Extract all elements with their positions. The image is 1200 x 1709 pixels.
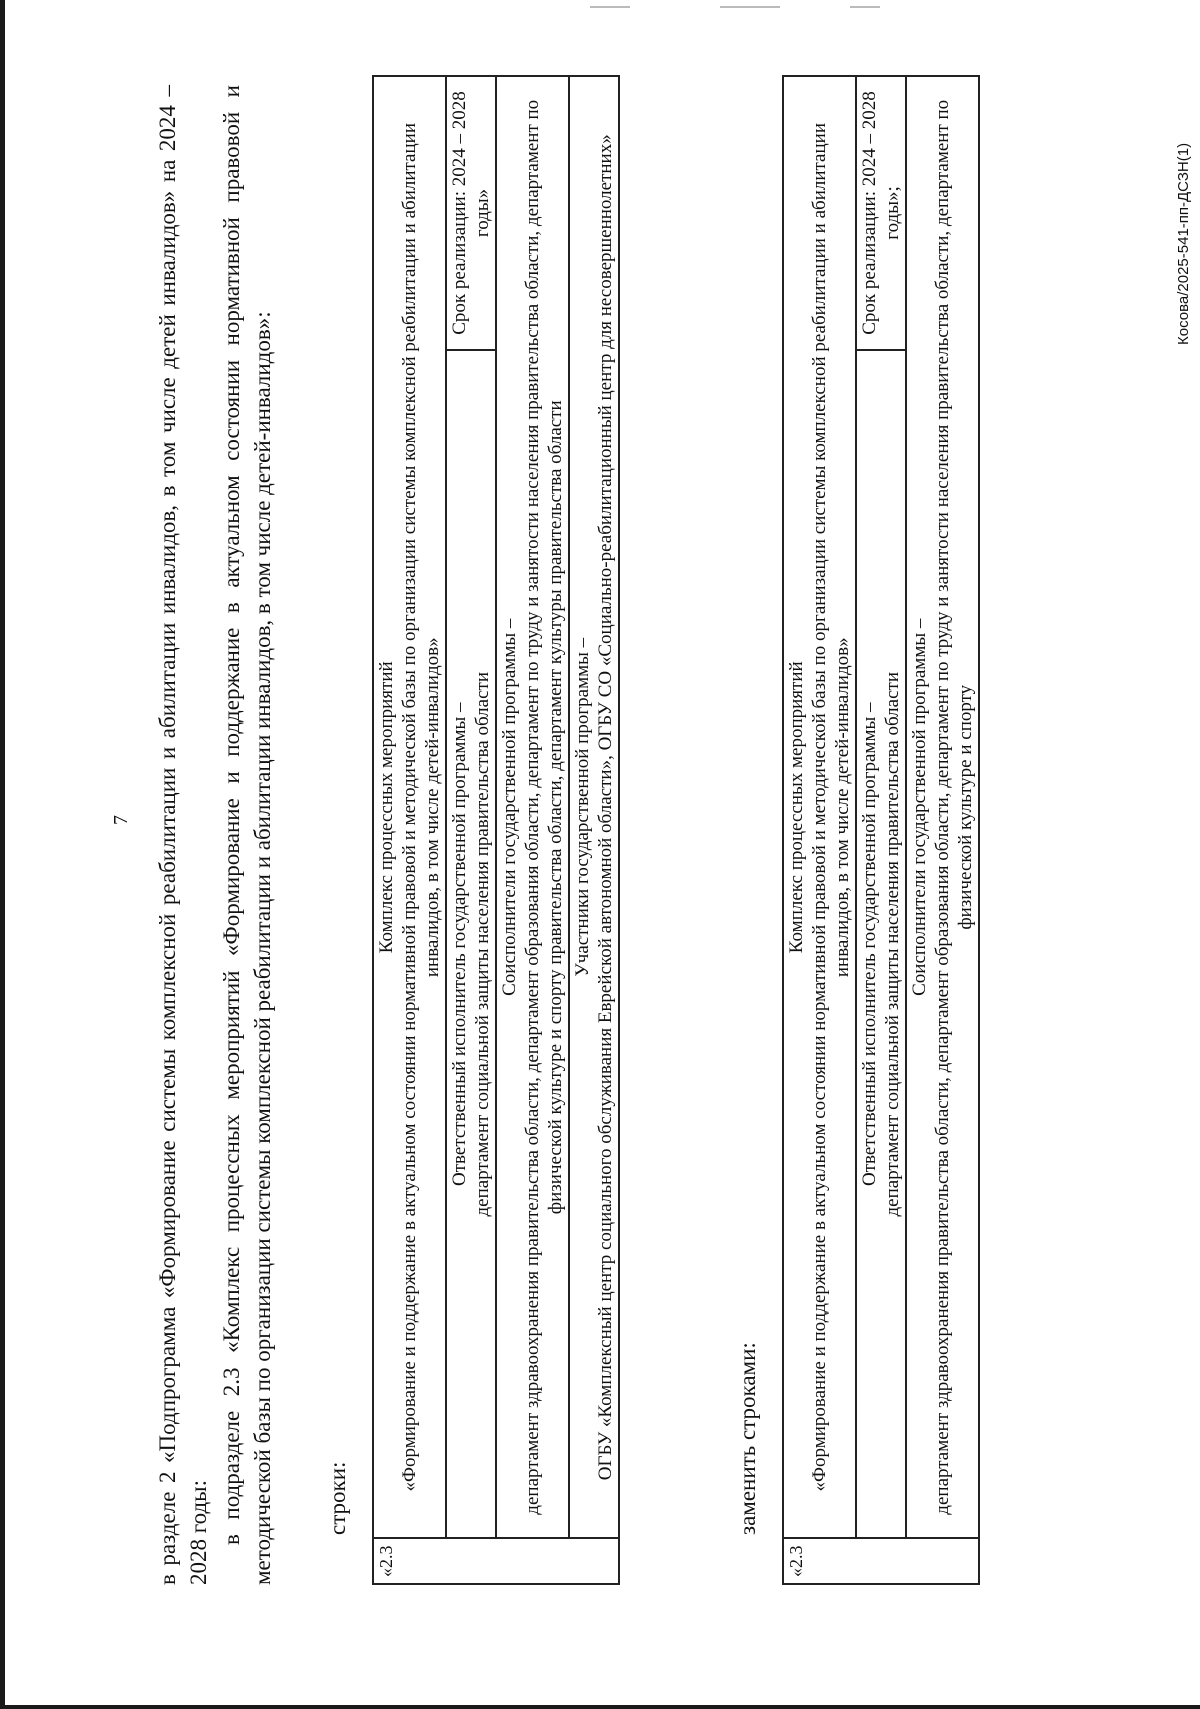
scan-mark: [720, 6, 780, 8]
responsible-cell: [446, 350, 496, 1539]
participants-title: Участники государственной программы –: [572, 637, 593, 977]
table-row: [783, 76, 856, 1584]
table-row: [906, 76, 979, 1584]
page-number: 7: [110, 815, 132, 825]
participants-cell: [569, 76, 619, 1539]
label-strings: строки:: [325, 1461, 350, 1535]
table-row: [856, 76, 906, 1584]
scan-mark: [850, 6, 880, 8]
table-row: [496, 76, 569, 1584]
label-replace: заменить строками:: [735, 1342, 760, 1535]
subsection-paragraph: в подразделе 2.3 «Комплекс процессных мероприятий «Формирование и поддержание в актуальном состоянии нормативной правовой и методической базы по организации системы комплексной реабилитации и абилитации инвалидов, в том числе детей-инвалидов»:: [219, 85, 275, 1585]
scan-edge-left: [0, 0, 5, 1709]
complex-title: Комплекс процессных мероприятий: [376, 661, 397, 954]
complex-title: Комплекс процессных мероприятий: [786, 661, 807, 954]
table-old: [372, 75, 620, 1585]
responsible-cell: [856, 350, 906, 1539]
coexecutors-title: Соисполнители государственной программы –: [909, 618, 930, 996]
table-new: [782, 75, 980, 1585]
responsible-body: департамент социальной защиты населения правительства области: [472, 672, 493, 1217]
row-number: «2.3: [783, 1539, 979, 1585]
term-cell: Срок реализации: 2024 – 2028 годы»: [446, 76, 496, 350]
participants-body: ОГБУ «Комплексный центр социального обслуживания Еврейской автономной области», ОГБУ СО «Социально-реабилитационный центр для несовершеннолетних»: [595, 134, 616, 1481]
scan-edge-bottom: [0, 1705, 1200, 1709]
intro-paragraph: в разделе 2 «Подпрограмма «Формирование системы комплексной реабилитации и абилитации инвалидов, в том числе детей инвалидов» на 2024 – 2028 годы:: [155, 85, 211, 1585]
coexecutors-cell: [906, 76, 979, 1539]
table-row: [446, 76, 496, 1584]
document-page: [70, 35, 1200, 1675]
complex-name: «Формирование и поддержание в актуальном состоянии нормативной правовой и методической базы по организации системы комплексной реабилитации и абилитации инвалидов, в том числе детей-инвалидов»: [809, 123, 853, 1492]
complex-cell: [373, 76, 446, 1539]
coexecutors-body: департамент здравоохранения правительства области, департамент образования области, департамент по труду и занятости населения правительства области, департамент по физической культуре и спорту: [932, 99, 976, 1515]
term-cell: Срок реализации: 2024 – 2028 годы»;: [856, 76, 906, 350]
row-number: «2.3: [373, 1539, 619, 1585]
table-row: [569, 76, 619, 1584]
scan-mark: [590, 6, 630, 8]
complex-cell: [783, 76, 856, 1539]
responsible-title: Ответственный исполнитель государственной программы –: [449, 702, 470, 1186]
table-row: [373, 76, 446, 1584]
coexecutors-cell: [496, 76, 569, 1539]
coexecutors-body: департамент здравоохранения правительства области, департамент образования области, департамент по труду и занятости населения правительства области, департамент по физической культуре и спорту правительства области, департамент культуры правительства области: [522, 99, 566, 1515]
footer-code: Косова/2025-541-пп-ДСЗН(1): [1175, 142, 1192, 345]
responsible-body: департамент социальной защиты населения правительства области: [882, 672, 903, 1217]
responsible-title: Ответственный исполнитель государственной программы –: [859, 702, 880, 1186]
coexecutors-title: Соисполнители государственной программы –: [499, 618, 520, 996]
complex-name: «Формирование и поддержание в актуальном состоянии нормативной правовой и методической базы по организации системы комплексной реабилитации и абилитации инвалидов, в том числе детей-инвалидов»: [399, 123, 443, 1492]
